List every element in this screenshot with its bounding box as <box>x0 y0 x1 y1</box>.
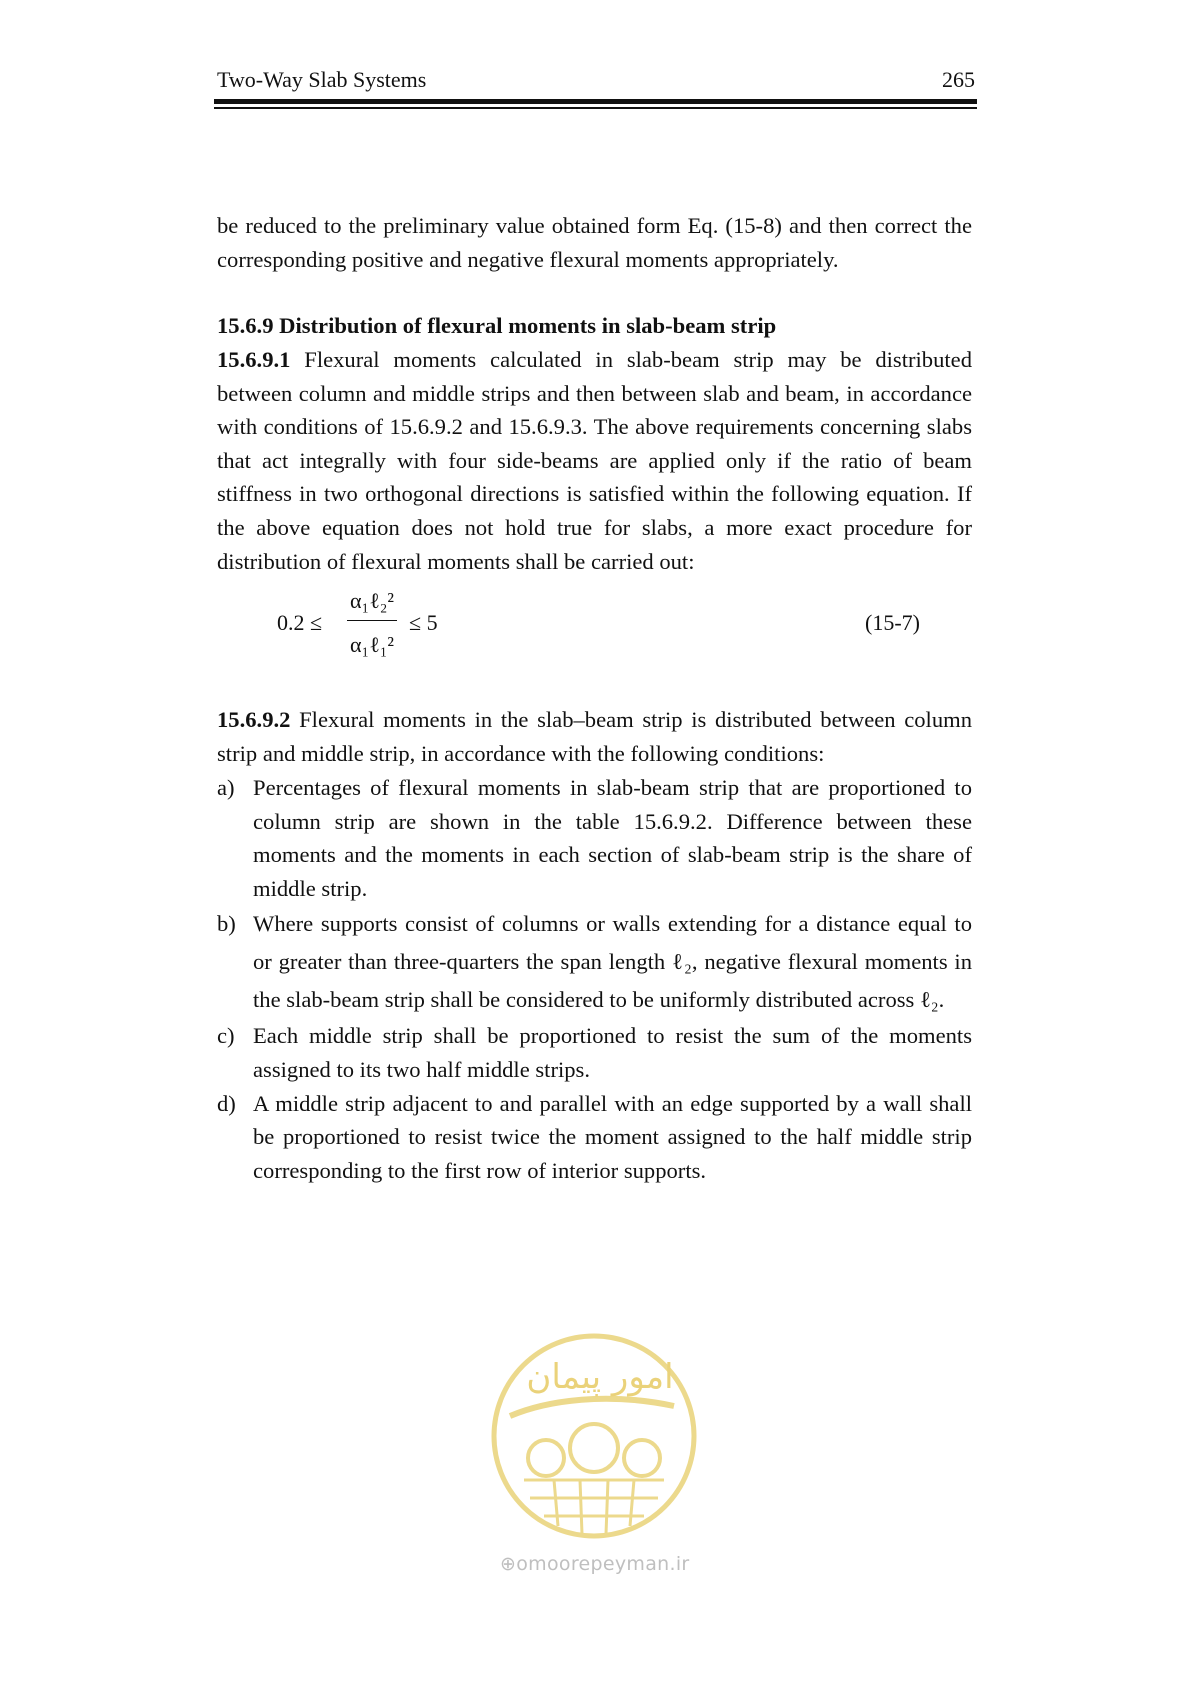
running-header <box>217 66 975 96</box>
header-title: Two-Way Slab Systems <box>217 67 427 92</box>
logo-lettering: امور پیمان <box>526 1357 674 1397</box>
equation-fraction <box>340 580 400 658</box>
header-rule-thin <box>214 107 977 109</box>
clause-text: Flexural moments in the slab–beam strip is distributed between column strip and middle strip, in accordance with the following conditions: <box>217 707 972 766</box>
logo-swoosh <box>510 1399 674 1416</box>
paragraph-15-6-9-2 <box>217 703 972 770</box>
paragraph-15-6-9-1 <box>217 343 972 578</box>
list-marker: a) <box>217 775 235 800</box>
list-item <box>217 1087 972 1188</box>
equation-numerator: α₁ℓ₂² <box>350 588 394 613</box>
list-marker: b) <box>217 911 236 937</box>
paragraph-text: be reduced to the preliminary value obtained form Eq. (15-8) and then correct the corresponding positive and negative flexural moments appropriately. <box>217 213 972 272</box>
list-marker: c) <box>217 1023 235 1049</box>
equation-lhs: 0.2 ≤ <box>277 610 323 635</box>
list-item-text: Where supports consist of columns or walls extending for a distance equal to or greater than three-quarters the span length ℓ₂, negative flexural moments in the slab-beam strip shall be considered to be uniformly distributed across ℓ₂. <box>253 911 972 1013</box>
watermark-site: ⊕omoorepeyman.ir <box>500 1553 690 1575</box>
list-item-text: A middle strip adjacent to and parallel with an edge supported by a wall shall be proportioned to resist twice the moment assigned to the half middle strip corresponding to the first row of interior supports. <box>253 1090 972 1183</box>
equation-rhs: ≤ 5 <box>409 610 438 635</box>
fraction-bar <box>347 620 397 621</box>
equation-number: (15-7) <box>865 610 920 635</box>
page-number: 265 <box>942 67 975 92</box>
list-marker: d) <box>217 1090 236 1116</box>
conditions-list <box>217 771 972 1187</box>
section-heading: 15.6.9 Distribution of flexural moments in slab-beam strip <box>217 313 777 338</box>
clause-number: 15.6.9.1 <box>217 347 291 372</box>
watermark-logo <box>488 1330 700 1542</box>
gear-icons <box>528 1424 660 1476</box>
paragraph-continuation <box>217 209 972 276</box>
clause-number: 15.6.9.2 <box>217 707 291 732</box>
header-rule-thick <box>214 99 977 104</box>
list-item <box>217 905 972 1019</box>
list-item <box>217 1019 972 1086</box>
list-item-text: Each middle strip shall be proportioned to resist the sum of the moments assigned to its two half middle strips. <box>253 1023 972 1082</box>
clause-text: Flexural moments calculated in slab-beam strip may be distributed between column and middle strips and then between slab and beam, in accordance with conditions of 15.6.9.2 and 15.6.9.3. The above requirements concerning slabs that act integrally with four side-beams are applied only if the ratio of beam stiffness in two orthogonal directions is satisfied within the following equation. If the above equation does not hold true for slabs, a more exact procedure for distribution of flexural moments shall be carried out: <box>217 347 972 574</box>
list-item <box>217 771 972 905</box>
equation-denominator: α₁ℓ₁² <box>350 632 394 657</box>
globe-icon: ⊕ <box>500 1553 517 1575</box>
equation-15-7 <box>217 580 920 660</box>
list-item-text: Percentages of flexural moments in slab-beam strip that are proportioned to column strip are shown in the table 15.6.9.2. Difference between these moments and the moments in each section of slab-beam strip is the share of middle strip. <box>253 775 972 901</box>
